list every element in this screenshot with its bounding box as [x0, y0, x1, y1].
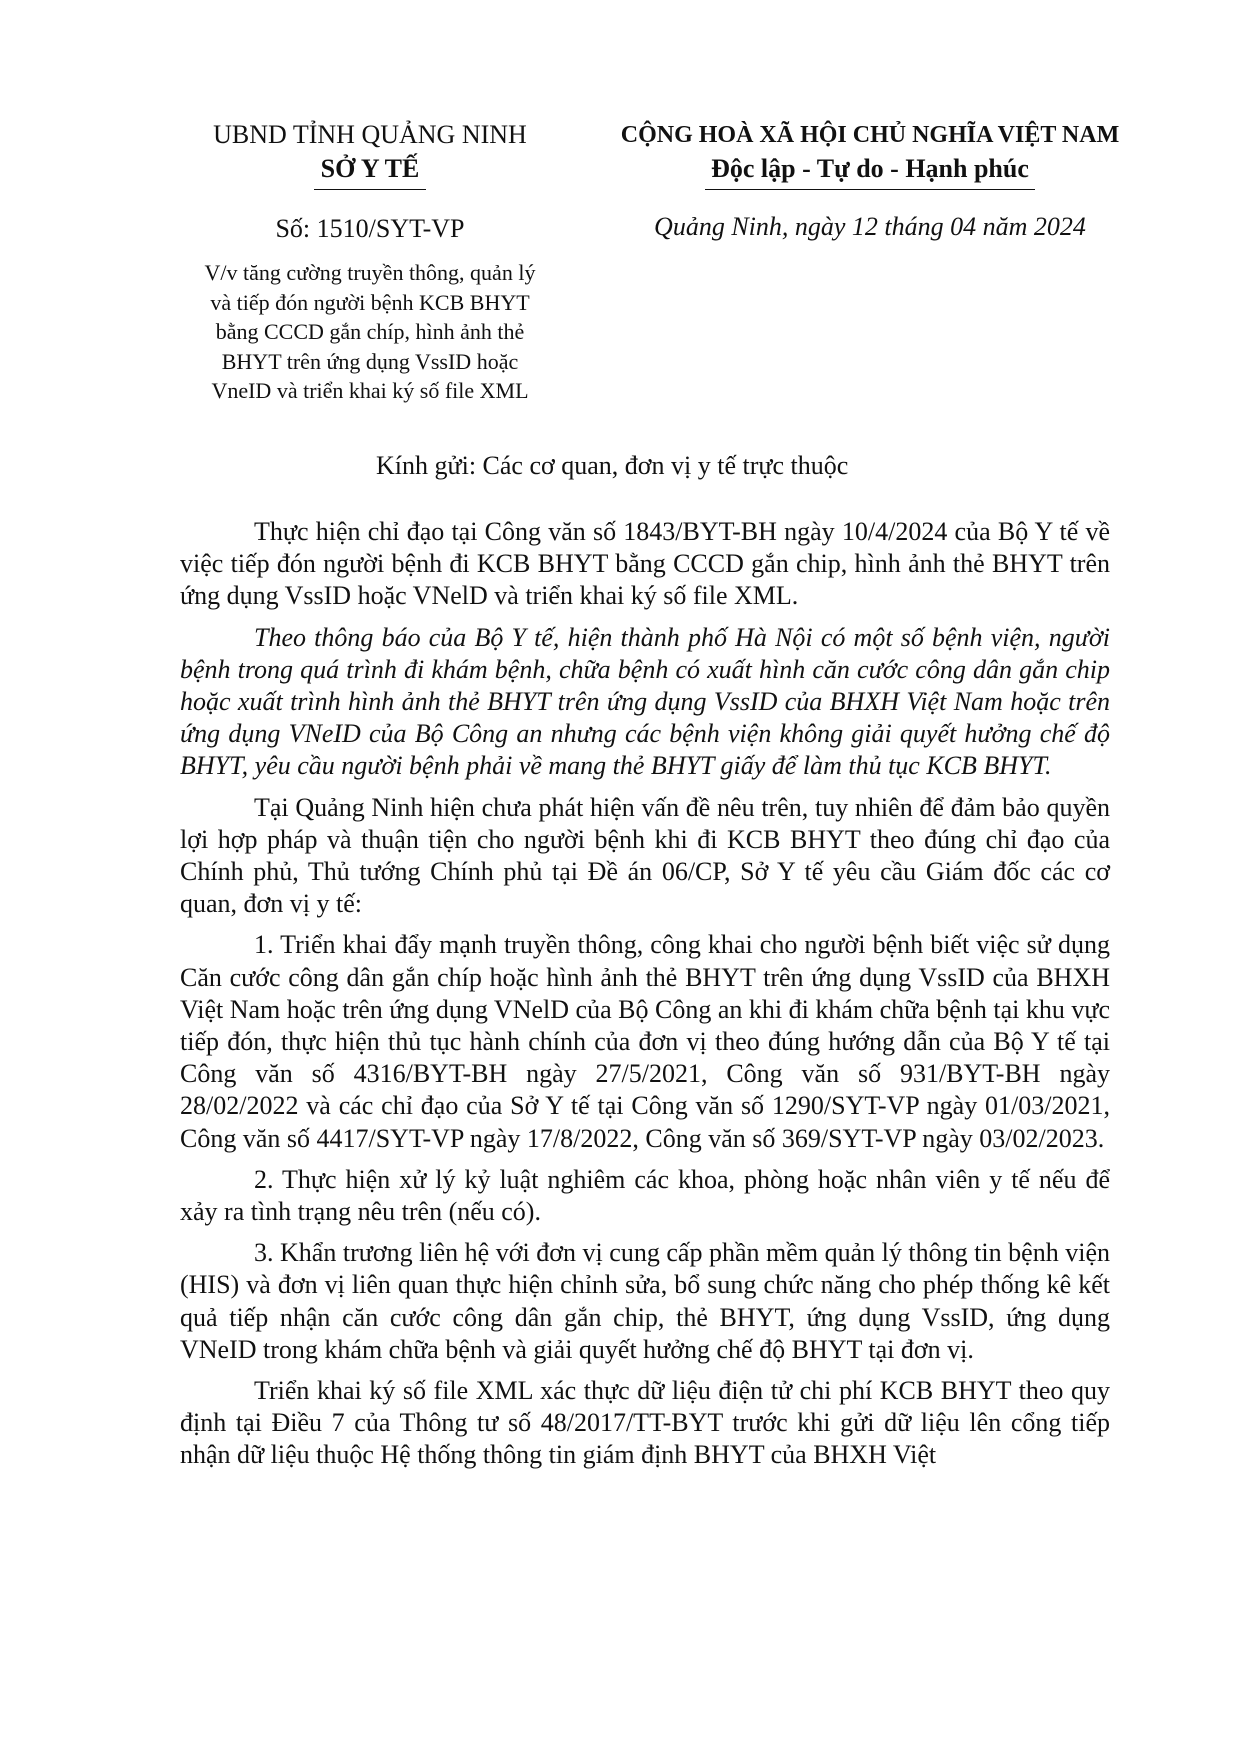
body-paragraph: Tại Quảng Ninh hiện chưa phát hiện vấn đề nêu trên, tuy nhiên để đảm bảo quyền lợi hợp pháp và thuận tiện cho người bệnh khi đi KCB BHYT theo đúng chỉ đạo của Chính phủ, Thủ tướng Chính phủ tại Đề án 06/CP, Sở Y tế yêu cầu Giám đốc các cơ quan, đơn vị y tế: [180, 792, 1110, 919]
document-body [180, 516, 1110, 1481]
parent-organization: UBND TỈNH QUẢNG NINH [213, 120, 527, 149]
document-date: Quảng Ninh, ngày 12 tháng 04 năm 2024 [654, 212, 1086, 241]
organization-underline [314, 189, 426, 190]
national-motto: Độc lập - Tự do - Hạnh phúc [711, 154, 1029, 183]
body-paragraph-item-3: 3. Khẩn trương liên hệ với đơn vị cung cấp phần mềm quản lý thông tin bệnh viện (HIS) và đơn vị liên quan thực hiện chỉnh sửa, bổ sung chức năng cho phép thống kê kết quả tiếp nhận căn cước công dân gắn chip, thẻ BHYT, ứng dụng VssID, ứng dụng VNeID trong khám chữa bệnh và giải quyết hưởng chế độ BHYT tại đơn vị. [180, 1238, 1110, 1364]
recipient-line: Kính gửi: Các cơ quan, đơn vị y tế trực thuộc [376, 451, 849, 480]
document-subject: V/v tăng cường truyền thông, quản lý và tiếp đón người bệnh KCB BHYT bằng CCCD gắn chíp, hình ảnh thẻ BHYT trên ứng dụng VssID hoặc VneID và triển khai ký số file XML [204, 260, 536, 403]
document-number: Số: 1510/SYT-VP [275, 214, 465, 243]
issuing-organization: SỞ Y TẾ [320, 154, 420, 183]
body-paragraph-item-1: 1. Triển khai đẩy mạnh truyền thông, công khai cho người bệnh biết việc sử dụng Căn cước công dân gắn chíp hoặc hình ảnh thẻ BHYT trên ứng dụng VssID của BHXH Việt Nam hoặc trên ứng dụng VNelD của Bộ Công an khi đi khám chữa bệnh tại khu vực tiếp đón, thực hiện thủ tục hành chính của đơn vị theo đúng hướng dẫn của Bộ Y tế tại Công văn số 4316/BYT-BH ngày 27/5/2021, Công văn số 931/BYT-BH ngày 28/02/2022 và các chỉ đạo của Sở Y tế tại Công văn số 1290/SYT-VP ngày 01/03/2021, Công văn số 4417/SYT-VP ngày 17/8/2022, Công văn số 369/SYT-VP ngày 03/02/2023. [180, 930, 1110, 1153]
national-title-block [600, 118, 1140, 190]
body-paragraph-italic: Theo thông báo của Bộ Y tế, hiện thành phố Hà Nội có một số bệnh viện, người bệnh trong quá trình đi khám bệnh, chữa bệnh có xuất hình căn cước công dân gắn chip hoặc xuất trình hình ảnh thẻ BHYT trên ứng dụng VssID của BHXH Việt Nam hoặc trên ứng dụng VNeID của Bộ Công an nhưng các bệnh viện không giải quyết hưởng chế độ BHYT, yêu cầu người bệnh phải về mang thẻ BHYT giấy để làm thủ tục KCB BHYT. [180, 622, 1110, 781]
body-paragraph: Triển khai ký số file XML xác thực dữ liệu điện tử chi phí KCB BHYT theo quy định tại Điều 7 của Thông tư số 48/2017/TT-BYT trước khi gửi dữ liệu lên cổng tiếp nhận dữ liệu thuộc Hệ thống thông tin giám định BHYT của BHXH Việt [180, 1376, 1110, 1470]
body-paragraph: Thực hiện chỉ đạo tại Công văn số 1843/BYT-BH ngày 10/4/2024 của Bộ Y tế về việc tiếp đón người bệnh đi KCB BHYT bằng CCCD gắn chip, hình ảnh thẻ BHYT trên ứng dụng VssID hoặc VNelD và triển khai ký số file XML. [180, 517, 1110, 611]
motto-underline [705, 189, 1035, 190]
national-title: CỘNG HOÀ XÃ HỘI CHỦ NGHĨA VIỆT NAM [620, 122, 1120, 148]
issuing-authority-block [170, 118, 570, 190]
body-paragraph-item-2: 2. Thực hiện xử lý kỷ luật nghiêm các khoa, phòng hoặc nhân viên y tế nếu để xảy ra tình trạng nêu trên (nếu có). [180, 1164, 1110, 1227]
